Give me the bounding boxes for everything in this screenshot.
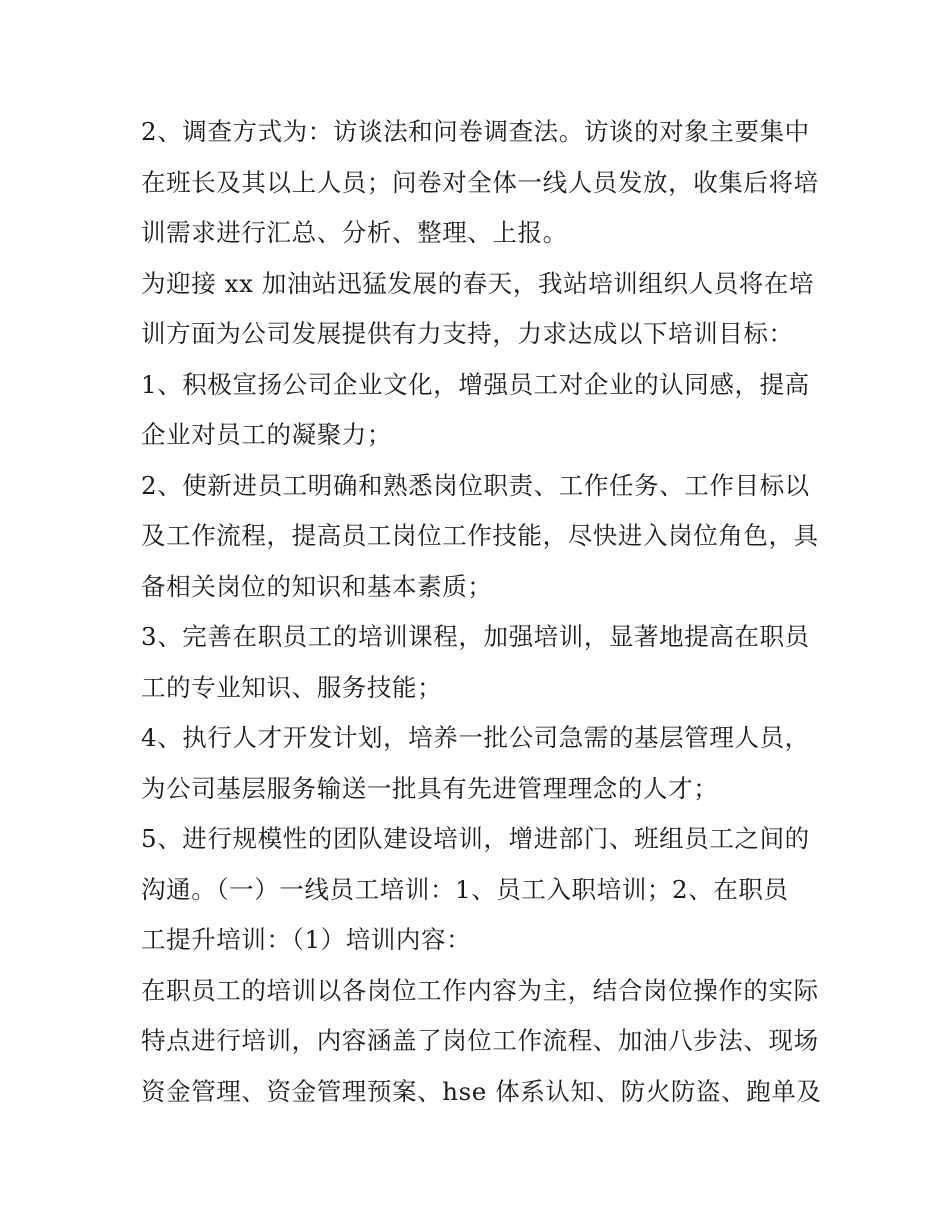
text-line: 企业对员工的凝聚力； bbox=[141, 420, 392, 449]
paragraph-training-content bbox=[141, 966, 822, 1118]
paragraph-goal-3 bbox=[141, 612, 813, 713]
text-line: 在班长及其以上人员；问卷对全体一线人员发放，收集后将培 bbox=[141, 167, 819, 197]
text-line: 沟通。（一）一线员工培训：1、员工入职培训；2、在职员 bbox=[141, 874, 789, 904]
text-line: 特点进行培训，内容涵盖了岗位工作流程、加油八步法、现场 bbox=[141, 1026, 819, 1055]
text-line: 工提升培训：（1）培训内容： bbox=[141, 925, 472, 954]
text-line: 2、使新进员工明确和熟悉岗位职责、工作任务、工作目标以 bbox=[141, 470, 810, 500]
paragraph-goal-5 bbox=[141, 814, 813, 966]
text-line: 训需求进行汇总、分析、整理、上报。 bbox=[141, 218, 568, 247]
text-line: 在职员工的培训以各岗位工作内容为主，结合岗位操作的实际 bbox=[141, 975, 819, 1005]
text-line: 5、进行规模性的团队建设培训，增进部门、班组员工之间的 bbox=[141, 824, 810, 853]
text-line: 2、调查方式为：访谈法和问卷调查法。访谈的对象主要集中 bbox=[141, 117, 810, 146]
text-line: 4、执行人才开发计划，培养一批公司急需的基层管理人员， bbox=[141, 723, 810, 752]
text-line: 备相关岗位的知识和基本素质； bbox=[141, 571, 493, 601]
text-line: 1、积极宣扬公司企业文化，增强员工对企业的认同感，提高 bbox=[141, 369, 810, 399]
text-line: 及工作流程，提高员工岗位工作技能，尽快进入岗位角色，具 bbox=[141, 521, 819, 550]
paragraph-goal-2 bbox=[141, 461, 819, 613]
paragraph-survey-method bbox=[141, 107, 819, 259]
text-line: 为公司基层服务输送一批具有先进管理理念的人才； bbox=[141, 773, 719, 803]
document-body bbox=[141, 107, 822, 1117]
paragraph-goal-4 bbox=[141, 713, 813, 814]
text-line: 资金管理、资金管理预案、hse 体系认知、防火防盗、跑单及 bbox=[141, 1076, 822, 1106]
text-line: 训方面为公司发展提供有力支持，力求达成以下培训目标： bbox=[141, 319, 794, 348]
text-line: 工的专业知识、服务技能； bbox=[141, 672, 443, 702]
text-line: 为迎接 xx 加油站迅猛发展的春天，我站培训组织人员将在培 bbox=[141, 268, 815, 298]
paragraph-training-goals-intro bbox=[141, 259, 813, 360]
paragraph-goal-1 bbox=[141, 360, 813, 461]
text-line: 3、完善在职员工的培训课程，加强培训，显著地提高在职员 bbox=[141, 622, 810, 651]
